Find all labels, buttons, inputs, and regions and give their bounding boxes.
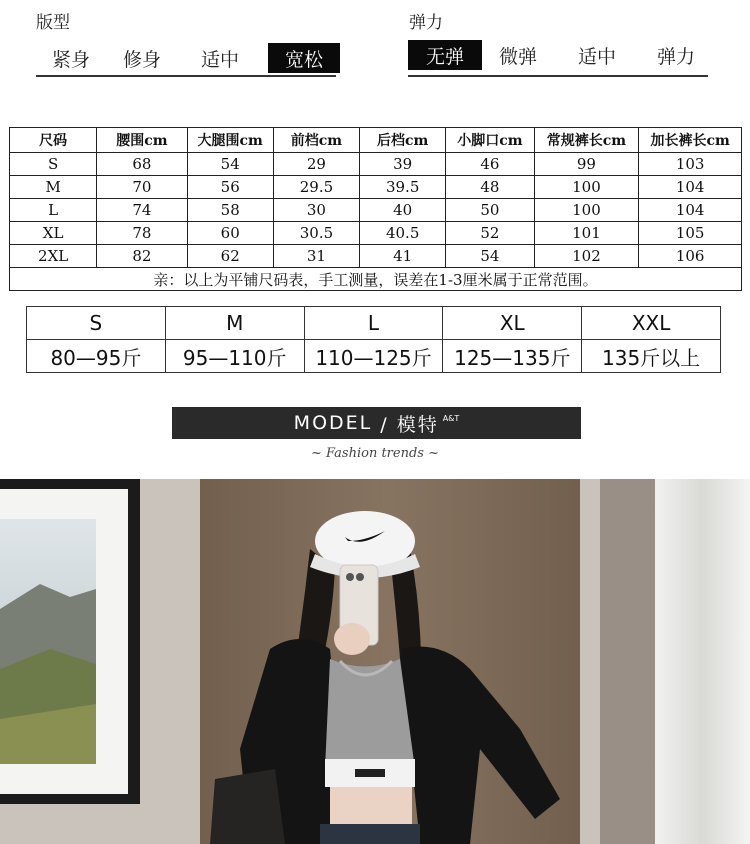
table-cell: 58 — [187, 199, 273, 222]
elasticity-options — [408, 40, 712, 70]
table-cell: 56 — [187, 176, 273, 199]
table-cell: 54 — [187, 153, 273, 176]
table-cell: 68 — [97, 153, 187, 176]
fit-option-loose[interactable]: 宽松 — [268, 43, 340, 73]
table-cell: 40.5 — [360, 222, 446, 245]
model-photo — [0, 479, 750, 844]
size-table-header — [10, 128, 742, 153]
size-table — [9, 127, 742, 291]
table-cell: 70 — [97, 176, 187, 199]
table-cell: 46 — [446, 153, 534, 176]
table-cell: 30.5 — [273, 222, 359, 245]
header-cell: 后档cm — [360, 128, 446, 153]
table-cell: 103 — [639, 153, 742, 176]
header-cell: 大腿围cm — [187, 128, 273, 153]
weight-size-cell: M — [165, 307, 304, 340]
elasticity-option-none[interactable]: 无弹 — [408, 40, 482, 70]
table-row — [10, 153, 742, 176]
table-cell: 54 — [446, 245, 534, 268]
elasticity-option-slight[interactable]: 微弹 — [498, 45, 537, 68]
header-cell: 腰围cm — [97, 128, 187, 153]
table-cell: S — [10, 153, 97, 176]
header-cell: 常规裤长cm — [534, 128, 639, 153]
table-cell: L — [10, 199, 97, 222]
table-row — [10, 176, 742, 199]
weight-table — [26, 306, 721, 373]
table-cell: 105 — [639, 222, 742, 245]
table-cell: 39.5 — [360, 176, 446, 199]
table-cell: 78 — [97, 222, 187, 245]
weight-range-cell: 110—125斤 — [304, 340, 443, 373]
weight-range-row — [27, 340, 721, 373]
weight-range-cell: 135斤以上 — [582, 340, 721, 373]
table-cell: XL — [10, 222, 97, 245]
weight-range-cell: 95—110斤 — [165, 340, 304, 373]
weight-size-cell: S — [27, 307, 166, 340]
table-note-row — [10, 268, 742, 291]
elasticity-divider — [408, 75, 708, 77]
weight-range-cell: 80—95斤 — [27, 340, 166, 373]
elasticity-title: 弹力 — [409, 13, 443, 33]
fit-title: 版型 — [36, 13, 70, 33]
table-cell: 106 — [639, 245, 742, 268]
table-cell: 48 — [446, 176, 534, 199]
fit-option-regular[interactable]: 适中 — [200, 48, 239, 71]
table-cell: 101 — [534, 222, 639, 245]
table-cell: 39 — [360, 153, 446, 176]
fit-options — [36, 43, 340, 73]
header-cell: 尺码 — [10, 128, 97, 153]
elasticity-option-stretch[interactable]: 弹力 — [656, 45, 695, 68]
size-table-note: 亲：以上为平铺尺码表，手工测量，误差在1-3厘米属于正常范围。 — [10, 268, 742, 291]
table-row — [10, 245, 742, 268]
table-cell: 62 — [187, 245, 273, 268]
table-cell: 50 — [446, 199, 534, 222]
table-row — [10, 199, 742, 222]
table-cell: 29 — [273, 153, 359, 176]
model-banner-subtitle: / 模特 — [380, 413, 439, 436]
fit-divider — [36, 75, 336, 77]
table-cell: 30 — [273, 199, 359, 222]
weight-size-cell: XL — [443, 307, 582, 340]
fit-option-tight[interactable]: 紧身 — [51, 48, 90, 71]
table-cell: 41 — [360, 245, 446, 268]
header-cell: 加长裤长cm — [639, 128, 742, 153]
fit-option-slim[interactable]: 修身 — [122, 48, 161, 71]
table-cell: 102 — [534, 245, 639, 268]
model-banner-superscript: A&T — [442, 413, 460, 423]
header-cell: 小脚口cm — [446, 128, 534, 153]
table-cell: 100 — [534, 199, 639, 222]
model-banner-title: MODEL — [293, 412, 373, 434]
table-cell: 99 — [534, 153, 639, 176]
table-cell: 29.5 — [273, 176, 359, 199]
table-cell: 104 — [639, 199, 742, 222]
table-cell: 52 — [446, 222, 534, 245]
table-cell: 31 — [273, 245, 359, 268]
table-cell: M — [10, 176, 97, 199]
elasticity-option-medium[interactable]: 适中 — [577, 45, 616, 68]
weight-size-row — [27, 307, 721, 340]
table-cell: 2XL — [10, 245, 97, 268]
model-banner — [172, 407, 581, 439]
header-cell: 前档cm — [273, 128, 359, 153]
fashion-tagline: ~ Fashion trends ~ — [311, 446, 439, 461]
table-cell: 60 — [187, 222, 273, 245]
table-cell: 82 — [97, 245, 187, 268]
table-cell: 40 — [360, 199, 446, 222]
table-cell: 104 — [639, 176, 742, 199]
weight-range-cell: 125—135斤 — [443, 340, 582, 373]
table-cell: 100 — [534, 176, 639, 199]
table-row — [10, 222, 742, 245]
weight-size-cell: XXL — [582, 307, 721, 340]
table-cell: 74 — [97, 199, 187, 222]
weight-size-cell: L — [304, 307, 443, 340]
